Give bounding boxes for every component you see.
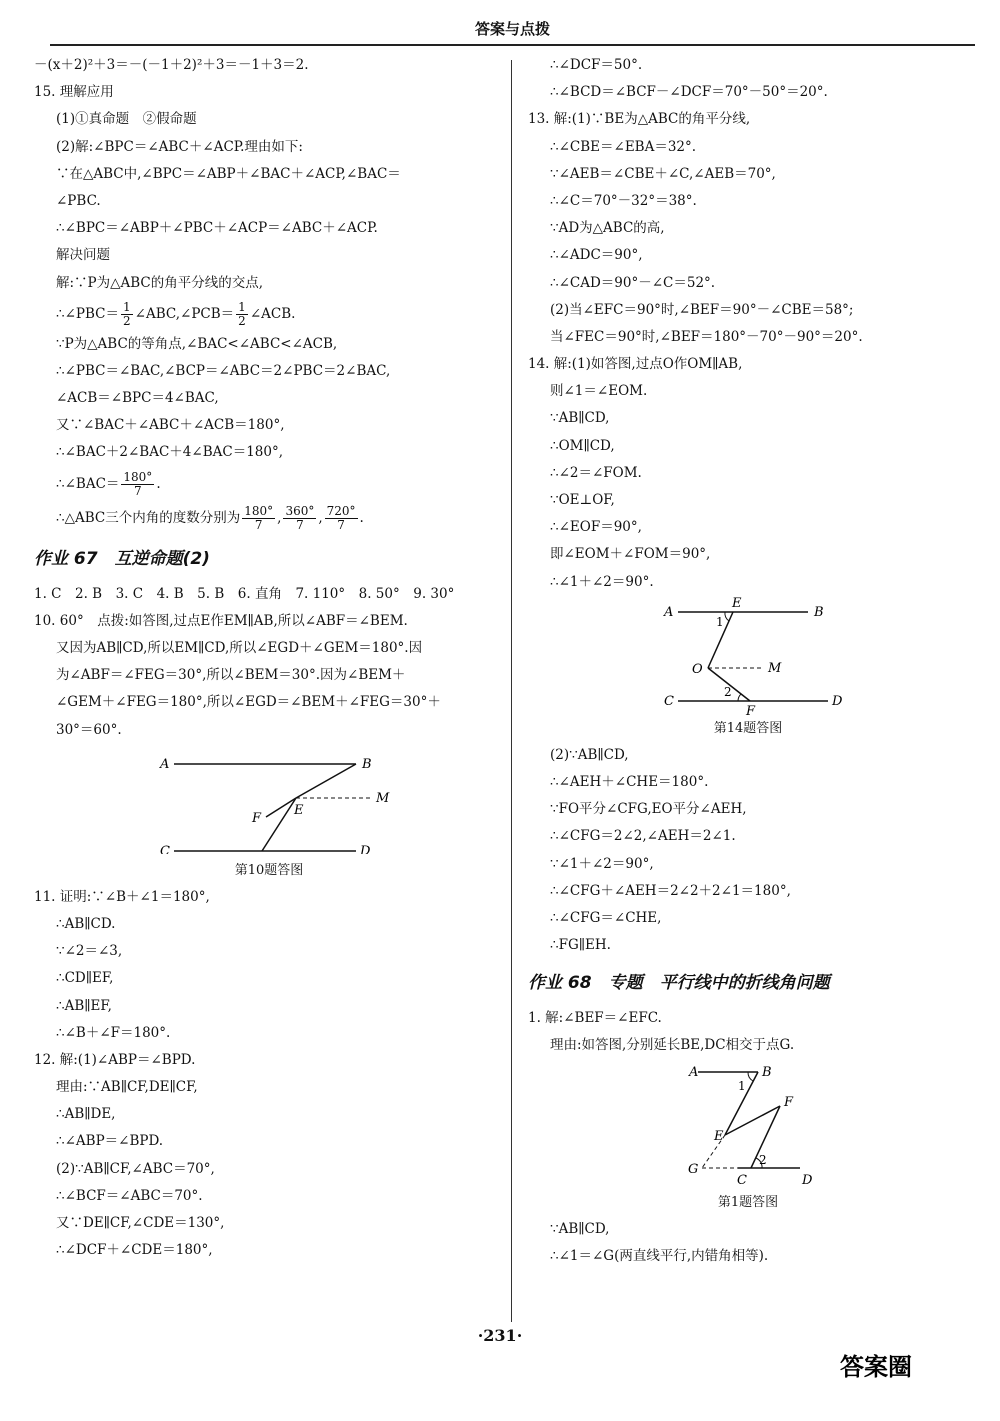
text-span: . (359, 509, 364, 526)
label-b: B (362, 756, 372, 772)
text-line: 理由:如答图,分别延长BE,DC相交于点G. (550, 1037, 795, 1054)
text-span: . (156, 475, 161, 492)
text-line: ∴∠BCF＝∠ABC＝70°. (56, 1187, 203, 1204)
separator: , (318, 509, 323, 526)
separator: , (277, 509, 282, 526)
denominator: 7 (296, 517, 304, 532)
label-d: D (360, 843, 371, 854)
fraction (236, 301, 248, 328)
numerator: 720° (326, 503, 356, 518)
text-line: ∴∠1＝∠G(两直线平行,内错角相等). (550, 1247, 769, 1264)
label-f: F (252, 810, 262, 826)
text-line: ∴AB∥CD. (56, 915, 116, 932)
text-line: －(x＋2)²＋3＝－(－1＋2)²＋3＝－1＋3＝2. (34, 57, 309, 73)
left-column (34, 52, 504, 1264)
text-line: 13. 解:(1)∵BE为△ABC的角平分线, (528, 111, 751, 128)
text-line: ∴∠C＝70°－32°＝38°. (550, 192, 697, 209)
figure-10 (34, 744, 504, 854)
text-line: ∠GEM＋∠FEG＝180°,所以∠EGD＝∠BEM＋∠FEG＝30°＋ (56, 694, 441, 711)
label-m: M (376, 790, 390, 806)
text-line: ∵FO平分∠CFG,EO平分∠AEH, (550, 801, 747, 818)
text-line: 又∵∠BAC＋∠ABC＋∠ACB＝180°, (56, 417, 285, 434)
label-2: 2 (724, 684, 732, 699)
text-line (34, 501, 504, 535)
fraction (283, 505, 316, 532)
text-line: ∴∠ABP＝∠BPD. (56, 1133, 164, 1150)
text-line: ∴∠BCD＝∠BCF－∠DCF＝70°－50°＝20°. (550, 84, 828, 101)
text-line: 即∠EOM＋∠FOM＝90°, (550, 546, 711, 563)
text-line: ∠PBC. (56, 192, 101, 209)
text-line: 15. 理解应用 (34, 84, 114, 101)
numerator: 1 (123, 299, 131, 314)
label-a: A (160, 756, 170, 772)
label-b: B (814, 604, 824, 620)
text-line: ∴∠EOF＝90°, (550, 519, 642, 536)
text-line: ∴∠AEH＋∠CHE＝180°. (550, 773, 709, 790)
text-line: ∴∠CFG＋∠AEH＝2∠2＋2∠1＝180°, (550, 882, 791, 899)
numerator: 360° (285, 503, 315, 518)
segment-eg (262, 798, 296, 851)
text-line: (2)∵AB∥CD, (550, 746, 629, 763)
label-2: 2 (759, 1152, 767, 1167)
text-line: ∴AB∥DE, (56, 1106, 116, 1123)
fraction (121, 301, 133, 328)
text-line: ∴∠BAC＋2∠BAC＋4∠BAC＝180°, (56, 444, 284, 461)
label-d: D (802, 1172, 813, 1188)
text-line: ∵在△ABC中,∠BPC＝∠ABP＋∠BAC＋∠ACP,∠BAC＝ (56, 165, 401, 182)
watermark-graphic (830, 1335, 990, 1415)
label-g: G (688, 1161, 699, 1177)
text-line: 1. 解:∠BEF＝∠EFC. (528, 1010, 662, 1027)
text-line: (2)∵AB∥CF,∠ABC＝70°, (56, 1160, 215, 1177)
text-line: ∴FG∥EH. (550, 937, 611, 954)
text-line: ∴∠PBC＝∠BAC,∠BCP＝∠ABC＝2∠PBC＝2∠BAC, (56, 362, 391, 379)
label-1: 1 (738, 1078, 746, 1093)
text-line: 又因为AB∥CD,所以EM∥CD,所以∠EGD＋∠GEM＝180°.因 (56, 640, 423, 656)
text-line: ∵∠AEB＝∠CBE＋∠C,∠AEB＝70°, (550, 165, 776, 182)
text-line: 11. 证明:∵∠B＋∠1＝180°, (34, 888, 210, 905)
text-line: ∵AD为△ABC的高, (550, 220, 665, 237)
label-f: F (784, 1094, 794, 1110)
label-c: C (160, 843, 170, 854)
angle-1-arc (725, 612, 729, 621)
text-span: ∴∠BAC＝ (56, 475, 120, 492)
text-line: ∵∠1＋∠2＝90°, (550, 855, 654, 872)
text-line: 理由:∵AB∥CF,DE∥CF, (56, 1079, 198, 1096)
figure-1 (528, 1060, 968, 1190)
label-m: M (768, 660, 782, 676)
text-line: ∴∠DCF＝50°. (550, 57, 643, 73)
text-line: ∴AB∥EF, (56, 997, 112, 1014)
text-line: ∴OM∥CD, (550, 437, 615, 454)
label-a: A (689, 1064, 699, 1080)
segment-be (296, 764, 356, 798)
label-e: E (714, 1128, 724, 1144)
text-line: ∵OE⊥OF, (550, 492, 615, 508)
text-line: ∴∠2＝∠FOM. (550, 464, 642, 481)
label-f: F (746, 703, 756, 716)
label-1: 1 (716, 614, 724, 629)
label-a: A (664, 604, 674, 620)
text-line: ∴∠CBE＝∠EBA＝32°. (550, 138, 697, 155)
text-span: ∴∠PBC＝ (56, 305, 119, 322)
text-line: ∵AB∥CD, (550, 1220, 610, 1237)
denominator: 2 (238, 313, 246, 328)
label-e: E (294, 802, 304, 818)
fraction (121, 471, 154, 498)
text-span: ∠ABC,∠PCB＝ (134, 305, 235, 322)
text-line: 12. 解:(1)∠ABP＝∠BPD. (34, 1051, 196, 1068)
text-line: ∴∠BPC＝∠ABP＋∠PBC＋∠ACP＝∠ABC＋∠ACP. (56, 220, 378, 237)
section-title-67: 作业 67 互逆命题(2) (34, 548, 210, 569)
text-line: ∴∠CAD＝90°－∠C＝52°. (550, 274, 716, 291)
figure-14-caption: 第14题答图 (713, 720, 783, 736)
text-line (34, 297, 504, 331)
text-line: ∴∠ADC＝90°, (550, 247, 643, 264)
text-line: ∵AB∥CD, (550, 410, 610, 427)
text-line: 为∠ABF＝∠FEG＝30°,所以∠BEM＝30°.因为∠BEM＋ (56, 667, 406, 684)
figure-1-caption: 第1题答图 (717, 1194, 779, 1210)
label-c: C (737, 1172, 747, 1188)
segment-ef (266, 798, 296, 817)
figure-14 (528, 596, 968, 716)
text-line: 当∠FEC＝90°时,∠BEF＝180°－70°－90°＝20°. (550, 328, 863, 345)
text-line: ∴∠DCF＋∠CDE＝180°, (56, 1242, 213, 1259)
text-line: (1)①真命题 ②假命题 (56, 111, 197, 128)
text-line: ∴∠B＋∠F＝180°. (56, 1024, 171, 1041)
text-line: 解决问题 (56, 247, 110, 264)
denominator: 7 (337, 517, 345, 532)
denominator: 2 (123, 313, 131, 328)
watermark-text: 答案圈 (840, 1353, 912, 1381)
text-line: 1. C 2. B 3. C 4. B 5. B 6. 直角 7. 110° 8. 50° 9. 30° (34, 585, 455, 602)
section-title-68: 作业 68 专题 平行线中的折线角问题 (528, 973, 830, 994)
denominator: 7 (254, 517, 263, 532)
denominator: 7 (134, 483, 142, 498)
text-line: ∴∠CFG＝2∠2,∠AEH＝2∠1. (550, 828, 736, 845)
page-number: ·231· (477, 1326, 523, 1345)
text-line: ∵∠2＝∠3, (56, 943, 123, 960)
numerator: 180° (123, 469, 153, 484)
text-line: 30°＝60°. (56, 721, 122, 738)
label-c: C (664, 693, 674, 709)
text-line: 则∠1＝∠EOM. (550, 383, 648, 400)
text-line: 解:∵P为△ABC的角平分线的交点, (56, 274, 264, 291)
right-column (528, 52, 968, 1270)
text-line: 10. 60° 点拨:如答图,过点E作EM∥AB,所以∠ABF＝∠BEM. (34, 612, 408, 629)
label-d: D (832, 693, 843, 709)
text-line (34, 467, 504, 501)
angle-1-arc (748, 1072, 753, 1081)
text-line: ∠ACB＝∠BPC＝4∠BAC, (56, 390, 219, 407)
text-line: ∴∠CFG＝∠CHE, (550, 909, 662, 926)
text-line: ∴CD∥EF, (56, 970, 114, 987)
header-title: 答案与点拨 (474, 20, 550, 38)
label-e: E (732, 595, 742, 611)
text-line: (2)解:∠BPC＝∠ABC＋∠ACP.理由如下: (56, 138, 303, 155)
text-line: ∴∠1＋∠2＝90°. (550, 573, 654, 590)
numerator: 1 (238, 299, 246, 314)
column-divider (511, 60, 512, 1322)
fraction (325, 505, 358, 532)
text-line: 14. 解:(1)如答图,过点O作OM∥AB, (528, 356, 743, 373)
text-line: 又∵DE∥CF,∠CDE＝130°, (56, 1215, 225, 1231)
label-b: B (762, 1064, 772, 1080)
watermark-logo (830, 1335, 990, 1415)
text-span: ∴△ABC三个内角的度数分别为 (56, 509, 241, 526)
numerator: 180° (244, 503, 274, 518)
angle-2-arc (738, 694, 741, 701)
label-o: O (692, 661, 703, 677)
figure-10-caption: 第10题答图 (234, 862, 304, 878)
fraction (242, 505, 275, 532)
page-header (50, 14, 975, 46)
text-line: ∵P为△ABC的等角点,∠BAC<∠ABC<∠ACB, (56, 335, 338, 352)
text-line: (2)当∠EFC＝90°时,∠BEF＝90°－∠CBE＝58°; (550, 301, 854, 318)
text-span: ∠ACB. (249, 305, 296, 322)
